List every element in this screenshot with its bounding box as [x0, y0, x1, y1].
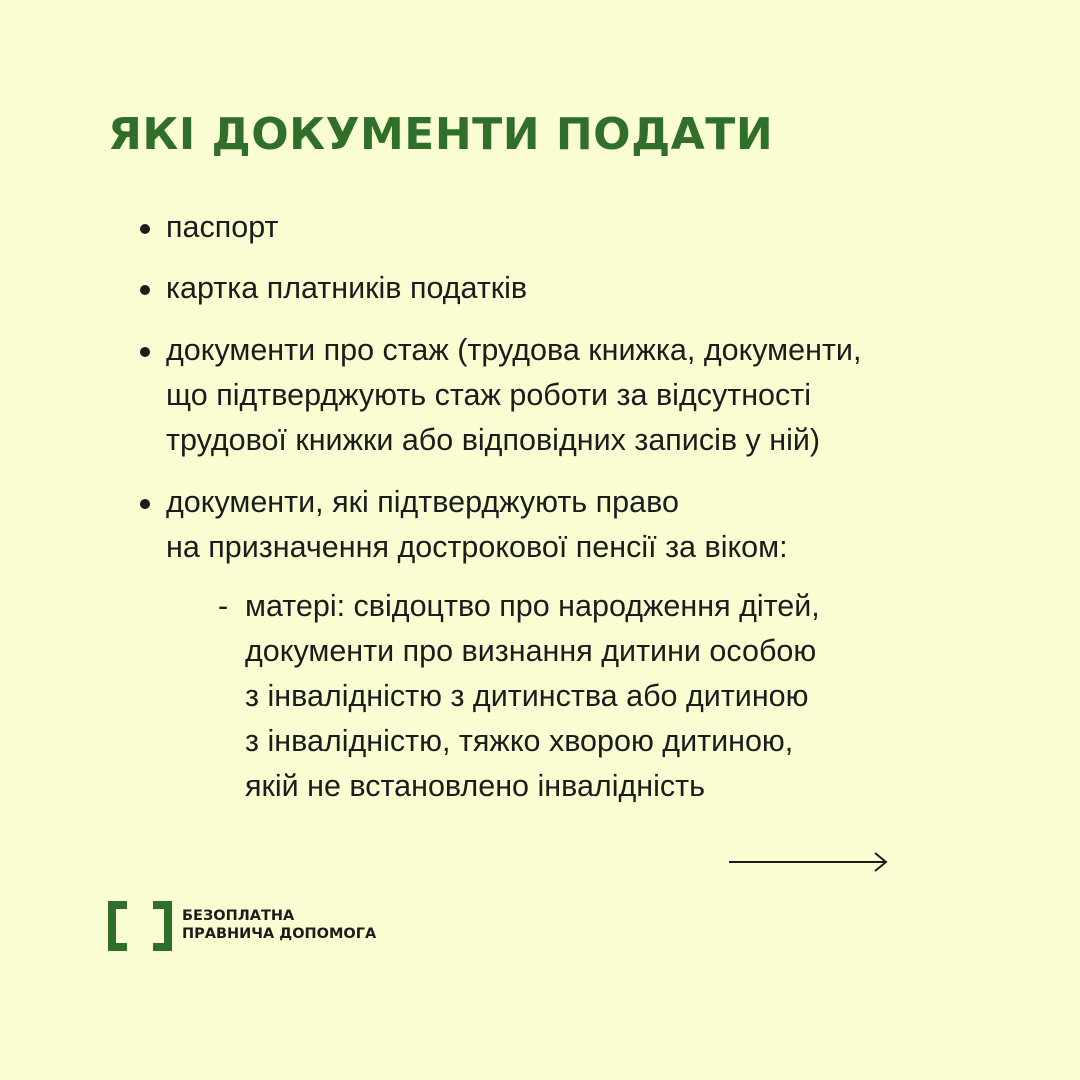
documents-list — [140, 205, 1020, 809]
bullet-icon — [140, 285, 150, 295]
list-item-work-experience — [140, 328, 1020, 463]
sub-item-text-line-2: документи про визнання дитини особою — [245, 634, 817, 668]
sub-item-text-line-1: матері: свідоцтво про народження дітей, — [245, 589, 820, 623]
list-item-text-line-3: трудової книжки або відповідних записів у ній) — [166, 423, 821, 457]
list-item-tax-card — [140, 266, 1020, 311]
right-bracket-icon — [153, 901, 172, 951]
sub-item-text-line-3: з інвалідністю з дитинства або дитиною — [245, 679, 809, 713]
list-item-text-line-2: що підтверджують стаж роботи за відсутності — [166, 378, 812, 412]
list-item-passport — [140, 205, 1020, 250]
sub-item-text-line-4: з інвалідністю, тяжко хворою дитиною, — [245, 724, 794, 758]
logo-text-line-2: ПРАВНИЧА ДОПОМОГА — [182, 926, 377, 942]
list-item-text-line-2: на призначення дострокової пенсії за віком: — [166, 530, 788, 564]
logo-text-line-1: БЕЗОПЛАТНА — [182, 908, 295, 924]
list-item-early-pension — [140, 480, 1020, 809]
bullet-icon — [140, 499, 150, 509]
page-title: ЯКІ ДОКУМЕНТИ ПОДАТИ — [108, 109, 774, 160]
left-bracket-icon — [108, 901, 127, 951]
bullet-icon — [140, 224, 150, 234]
dash-marker: - — [218, 589, 229, 623]
bullet-icon — [140, 347, 150, 357]
sub-item-mothers — [218, 584, 1020, 809]
list-item-text-line-1: документи про стаж (трудова книжка, документи, — [166, 333, 862, 367]
logo — [108, 898, 398, 956]
logo-text — [182, 907, 376, 943]
arrow-right-icon[interactable] — [728, 850, 890, 874]
list-item-text-line-1: документи, які підтверджують право — [166, 485, 679, 519]
list-item-text: картка платників податків — [166, 271, 528, 305]
sub-item-text-line-5: якій не встановлено інвалідність — [245, 769, 706, 803]
list-item-text: паспорт — [166, 210, 279, 244]
